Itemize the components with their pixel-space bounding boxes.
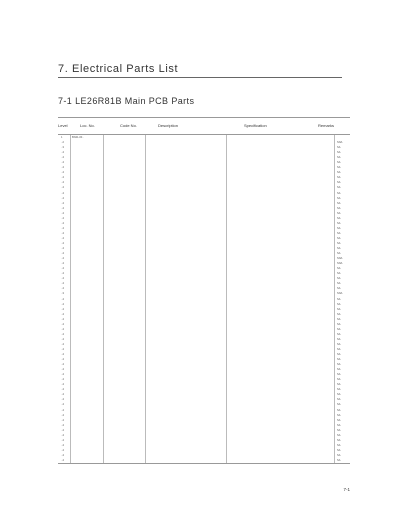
column-divider	[70, 135, 71, 463]
table-cell: SA	[337, 453, 341, 457]
table-cell: SA	[337, 186, 341, 190]
table-cell: ..4	[61, 231, 64, 235]
table-cell: SA	[337, 337, 341, 341]
table-cell: ..4	[61, 327, 64, 331]
parts-table	[58, 117, 350, 464]
table-cell: ..4	[61, 287, 64, 291]
table-body	[58, 135, 350, 463]
table-cell: SNA	[337, 141, 343, 145]
table-cell: ..4	[61, 453, 64, 457]
table-cell: ..4	[61, 216, 64, 220]
column-divider	[145, 135, 146, 463]
table-cell: SA	[337, 211, 341, 215]
table-cell: ..4	[61, 186, 64, 190]
table-cell: ..4	[61, 337, 64, 341]
table-cell: SA	[337, 282, 341, 286]
table-cell: ..4	[61, 176, 64, 180]
table-header	[58, 117, 350, 135]
table-cell: SA	[337, 221, 341, 225]
table-cell: ..4	[61, 408, 64, 412]
table-cell: SA	[337, 151, 341, 155]
title-rule	[58, 77, 342, 78]
table-cell: ..4	[61, 363, 64, 367]
table-cell: ..4	[61, 302, 64, 306]
table-cell: SA	[337, 448, 341, 452]
table-cell: ..2	[61, 141, 64, 145]
table-cell: ..4	[61, 428, 64, 432]
table-cell: ..4	[61, 257, 64, 261]
table-cell: ..4	[61, 241, 64, 245]
table-cell: SA	[337, 363, 341, 367]
col-code-no: Code No.	[120, 123, 137, 128]
table-cell: ..4	[61, 312, 64, 316]
table-cell: ..4	[61, 297, 64, 301]
table-cell: ..4	[61, 191, 64, 195]
table-cell: ..4	[61, 221, 64, 225]
table-cell: ..4	[61, 358, 64, 362]
table-cell: SA	[337, 418, 341, 422]
table-cell: ..4	[61, 413, 64, 417]
table-cell: SA	[337, 156, 341, 160]
table-cell: ..4	[61, 448, 64, 452]
table-cell: SA	[337, 408, 341, 412]
table-cell: SA	[337, 373, 341, 377]
col-loc-no: Loc. No.	[80, 123, 95, 128]
table-cell: SA	[337, 171, 341, 175]
table-cell: SA	[337, 231, 341, 235]
table-cell: ..4	[61, 388, 64, 392]
table-cell: ..4	[61, 459, 64, 462]
table-cell: SA	[337, 272, 341, 276]
table-cell: ..3	[61, 146, 64, 150]
table-cell: ..4	[61, 438, 64, 442]
table-cell: ..4	[61, 378, 64, 382]
table-cell: ..4	[61, 166, 64, 170]
page-title: 7. Electrical Parts List	[58, 63, 179, 75]
table-cell: ..4	[61, 206, 64, 210]
table-cell: ..4	[61, 196, 64, 200]
col-level: Level	[58, 123, 68, 128]
col-description: Description	[158, 123, 179, 128]
table-cell: ..4	[61, 171, 64, 175]
table-cell: ..4	[61, 252, 64, 256]
table-cell: ..4	[61, 443, 64, 447]
table-cell: ..4	[61, 307, 64, 311]
table-cell: SA	[337, 423, 341, 427]
col-remarks: Remarks	[318, 123, 335, 128]
table-cell: ..4	[61, 423, 64, 427]
table-cell: ..4	[61, 262, 64, 266]
table-cell: SA	[337, 438, 341, 442]
table-cell: SA	[337, 322, 341, 326]
table-cell: SA	[337, 388, 341, 392]
table-cell: ..4	[61, 156, 64, 160]
table-cell: ..4	[61, 247, 64, 251]
table-cell: ..4	[61, 332, 64, 336]
page-number: 7-1	[343, 487, 350, 492]
table-cell: SA	[337, 443, 341, 447]
table-cell: SA	[337, 368, 341, 372]
table-cell: ..4	[61, 383, 64, 387]
table-cell: SA	[337, 393, 341, 397]
table-cell: SA	[337, 347, 341, 351]
table-cell: SA	[337, 196, 341, 200]
column-divider	[226, 135, 227, 463]
table-cell: ..4	[61, 353, 64, 357]
table-cell: ..4	[61, 433, 64, 437]
table-cell: SA	[337, 166, 341, 170]
table-cell: SA	[337, 358, 341, 362]
table-cell: ..4	[61, 342, 64, 346]
table-cell: SA	[337, 413, 341, 417]
table-cell: SA	[337, 226, 341, 230]
table-cell: SA	[337, 297, 341, 301]
table-cell: SA	[337, 236, 341, 240]
table-cell: SA	[337, 267, 341, 271]
table-cell: SA	[337, 176, 341, 180]
table-cell: ..4	[61, 373, 64, 377]
table-cell: SA	[337, 247, 341, 251]
table-cell: ..4	[61, 267, 64, 271]
table-cell: ..4	[61, 403, 64, 407]
column-divider	[103, 135, 104, 463]
table-cell: SA	[337, 287, 341, 291]
table-cell: SA	[337, 378, 341, 382]
table-cell: ..4	[61, 347, 64, 351]
table-cell: SNA	[337, 292, 343, 296]
table-cell: SA	[337, 327, 341, 331]
table-cell: ..4	[61, 181, 64, 185]
table-cell: SA	[337, 201, 341, 205]
table-cell: ..4	[61, 272, 64, 276]
table-cell: SA	[337, 252, 341, 256]
table-cell: ..3	[61, 292, 64, 296]
table-cell: ..4	[61, 418, 64, 422]
table-cell: ..4	[61, 201, 64, 205]
table-cell: SA	[337, 161, 341, 165]
table-cell: SNA	[337, 257, 343, 261]
section-title: 7-1 LE26R81B Main PCB Parts	[58, 96, 195, 106]
table-cell: BN41-00..	[72, 136, 84, 139]
table-cell: ..4	[61, 151, 64, 155]
table-cell: ..4	[61, 322, 64, 326]
table-cell: ..4	[61, 398, 64, 402]
table-cell: SA	[337, 216, 341, 220]
table-cell: SA	[337, 332, 341, 336]
table-cell: ..4	[61, 277, 64, 281]
table-cell: SA	[337, 277, 341, 281]
table-cell: SA	[337, 459, 341, 462]
table-cell: ..4	[61, 236, 64, 240]
table-cell: SA	[337, 398, 341, 402]
table-cell: SA	[337, 403, 341, 407]
table-cell: ..4	[61, 161, 64, 165]
table-cell: SA	[337, 383, 341, 387]
table-cell: SA	[337, 302, 341, 306]
table-bottom-rule	[58, 463, 350, 464]
table-cell: SA	[337, 433, 341, 437]
table-cell: SA	[337, 206, 341, 210]
table-cell: SA	[337, 241, 341, 245]
table-cell: ..4	[61, 368, 64, 372]
table-row	[58, 458, 350, 463]
col-specification: Specification	[244, 123, 267, 128]
table-cell: SA	[337, 317, 341, 321]
table-cell: SA	[337, 342, 341, 346]
table-cell: SA	[337, 307, 341, 311]
table-cell: SA	[337, 181, 341, 185]
table-cell: SA	[337, 146, 341, 150]
table-cell: SA	[337, 353, 341, 357]
table-cell: ..4	[61, 211, 64, 215]
column-divider	[334, 135, 335, 463]
table-cell: ..4	[61, 282, 64, 286]
table-cell: SA	[337, 312, 341, 316]
table-cell: SA	[337, 191, 341, 195]
table-cell: SA	[337, 428, 341, 432]
table-cell: ..4	[61, 317, 64, 321]
table-cell: 1	[61, 136, 63, 139]
table-cell: ..4	[61, 393, 64, 397]
table-cell: ..4	[61, 226, 64, 230]
table-cell: SNA	[337, 262, 343, 266]
